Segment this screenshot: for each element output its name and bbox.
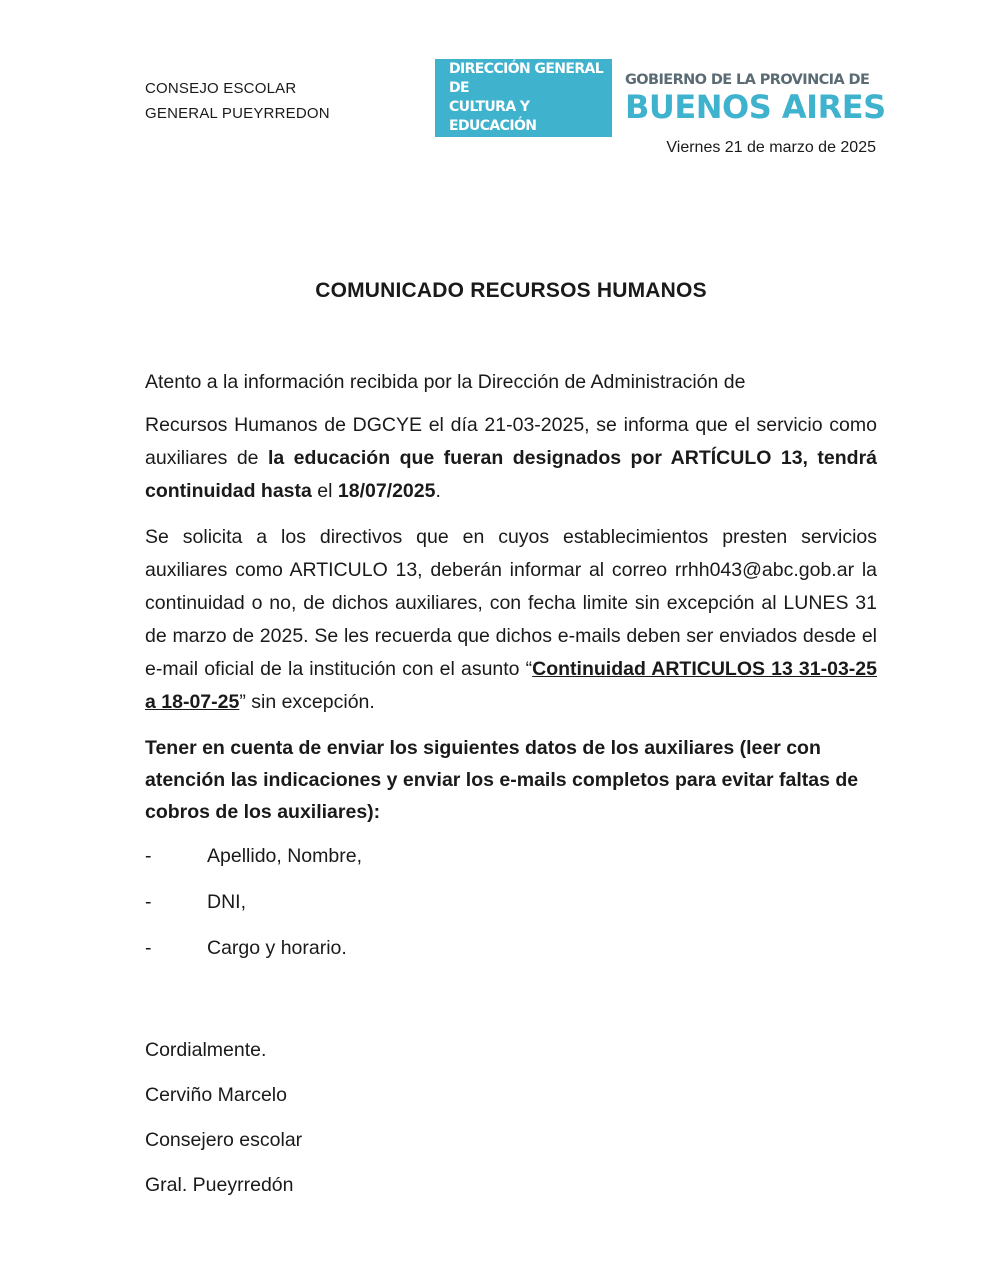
list-dash: - [145,891,152,913]
p1-text-c: . [435,480,441,502]
list-item [145,932,877,978]
list-dash: - [145,845,152,867]
list-item-text: Apellido, Nombre, [207,845,362,867]
document-title: COMUNICADO RECURSOS HUMANOS [315,279,707,302]
list-item-text: Cargo y horario. [207,937,347,959]
logo-province [612,59,886,137]
required-data-list [145,840,877,978]
p1-text-a: Recursos Humanos de DGCYE el día 21-03-2025, se informa que el servicio como auxiliares de [145,414,877,469]
document-date: Viernes 21 de marzo de 2025 [666,139,876,156]
government-logo [435,59,886,137]
logo-dgcye-box [435,59,612,137]
paragraph-3-instructions: Tener en cuenta de enviar los siguientes datos de los auxiliares (leer con atención las indicaciones y enviar los e-mails completos para evitar faltas de cobros de los auxiliares): [145,737,859,823]
list-dash: - [145,937,152,959]
signer-district: Gral. Pueyrredón [145,1174,294,1196]
paragraph-2 [145,521,877,719]
issuer-line-1: CONSEJO ESCOLAR [145,80,297,97]
signer-role: Consejero escolar [145,1129,303,1151]
list-item [145,840,877,886]
logo-box-line-2: CULTURA Y EDUCACIÓN [449,99,537,134]
list-item-text: DNI, [207,891,246,913]
list-item [145,886,877,932]
issuer-block [145,76,330,126]
logo-province-small: GOBIERNO DE LA PROVINCIA DE [625,72,870,88]
paragraph-1 [145,409,877,508]
document-body [145,366,877,1214]
p2-text-a: Se solicita a los directivos que en cuyos establecimientos presten servicios auxiliares como ARTICULO 13, deberán informar al correo rrhh043@abc.gob.ar la continuidad o no, de dichos auxiliares, con fecha limite sin excepción al LUNES 31 de marzo de 2025. Se les recuerda que dichos e-mails deben ser enviados desde el e-mail oficial de la institución con el asunto “ [145,526,877,680]
signer-name: Cerviño Marcelo [145,1084,287,1106]
p2-text-b: ” sin excepción. [239,691,375,713]
p1-text-b: el [311,480,338,502]
issuer-line-2: GENERAL PUEYRREDON [145,105,330,122]
email-subject: Continuidad ARTICULOS 13 31-03-25 a 18-07-25 [145,658,877,713]
logo-province-big: BUENOS AIRES [625,88,886,126]
logo-box-line-1: DIRECCIÓN GENERAL DE [449,61,604,96]
closing-greeting: Cordialmente. [145,1039,267,1061]
p1-bold-a: la educación que fueran designados por ARTÍCULO 13, tendrá continuidad hasta [145,447,877,502]
paragraph-1-line-1: Atento a la información recibida por la Dirección de Administración de [145,371,746,393]
p1-bold-date: 18/07/2025 [337,480,436,502]
signature-block [145,1034,877,1214]
